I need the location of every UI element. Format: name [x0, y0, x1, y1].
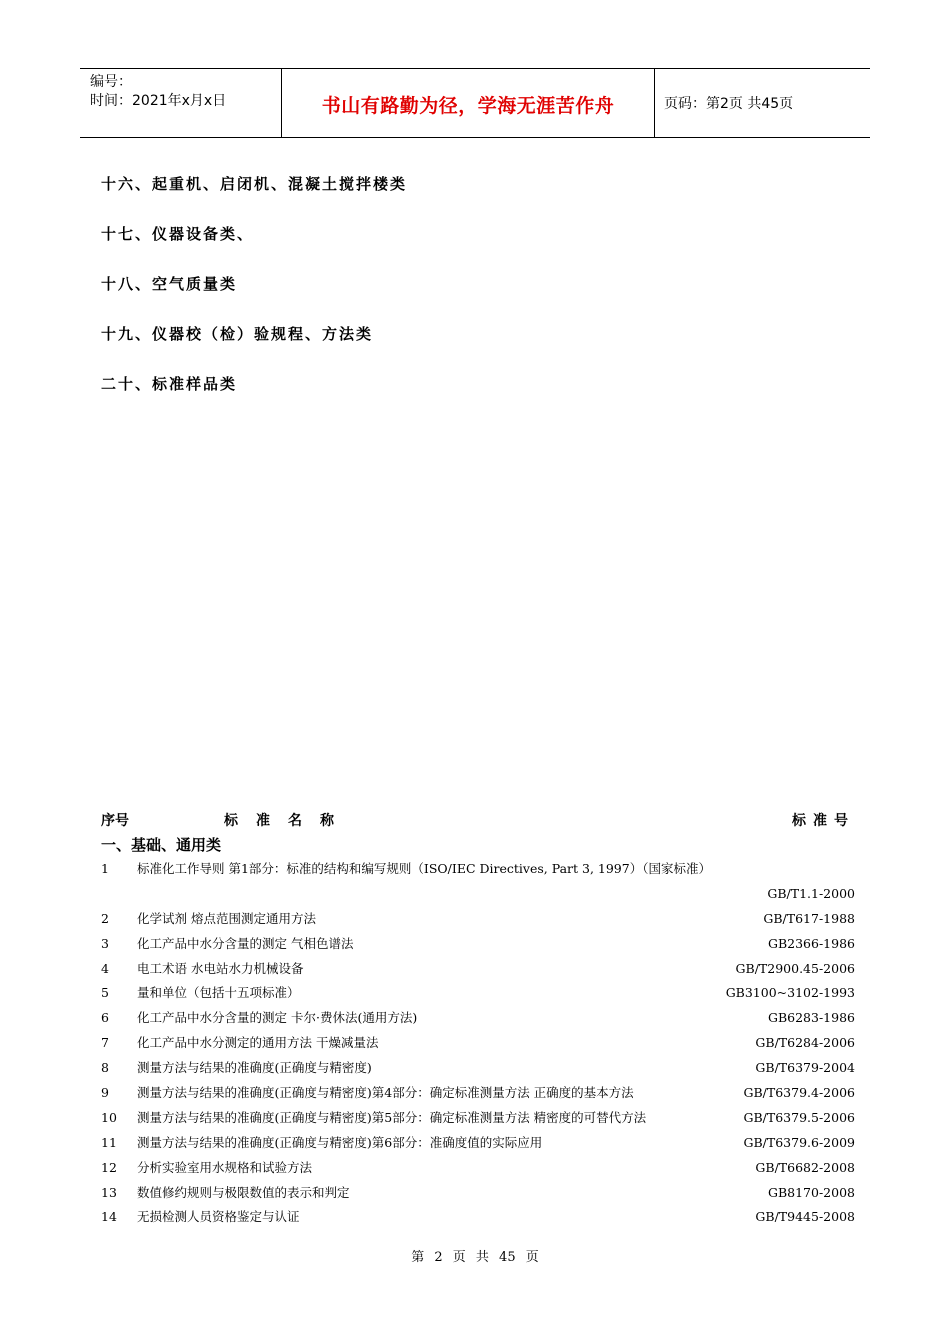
section-heading: 十六、起重机、启闭机、混凝土搅拌楼类 — [101, 175, 408, 193]
row-name: 化学试剂 熔点范围测定通用方法 — [137, 910, 316, 926]
table-row — [101, 857, 855, 907]
row-number: 5 — [101, 985, 109, 1001]
row-name: 测量方法与结果的准确度(正确度与精密度)第5部分：确定标准测量方法 精密度的可替代方法 — [137, 1109, 647, 1125]
row-number: 14 — [101, 1209, 117, 1225]
number-label: 编号： — [90, 74, 132, 90]
row-code: GB/T9445-2008 — [755, 1209, 855, 1225]
row-code: GB/T1.1-2000 — [767, 885, 855, 901]
page-footer: 第 2 页 共 45 页 — [411, 1250, 539, 1265]
document-header — [80, 68, 870, 138]
section-heading: 十七、仪器设备类、 — [101, 225, 255, 243]
row-code: GB3100~3102-1993 — [725, 985, 855, 1001]
table-row — [101, 1181, 855, 1206]
row-name: 分析实验室用水规格和试验方法 — [137, 1159, 313, 1175]
table-row — [101, 1006, 855, 1031]
row-code: GB6283-1986 — [767, 1010, 855, 1026]
table-row — [101, 907, 855, 932]
row-name: 化工产品中水分含量的测定 气相色谱法 — [137, 935, 354, 951]
row-name: 化工产品中水分含量的测定 卡尔·费休法(通用方法) — [137, 1010, 418, 1026]
row-code: GB/T2900.45-2006 — [735, 960, 855, 976]
row-number: 9 — [101, 1085, 109, 1101]
section-heading: 十八、空气质量类 — [101, 275, 238, 293]
row-code: GB/T6682-2008 — [755, 1159, 855, 1175]
row-code: GB/T6284-2006 — [755, 1035, 855, 1051]
row-name: 量和单位（包括十五项标准） — [137, 985, 300, 1001]
table-row — [101, 1156, 855, 1181]
row-name: 电工术语 水电站水力机械设备 — [137, 960, 304, 976]
row-code: GB/T6379.4-2006 — [743, 1085, 855, 1101]
row-code: GB/T6379-2004 — [755, 1060, 855, 1076]
row-number: 13 — [101, 1184, 117, 1200]
column-header-no: 序号 — [101, 813, 129, 829]
row-code: GB/T6379.6-2009 — [743, 1134, 855, 1150]
table-row — [101, 1106, 855, 1131]
table-row — [101, 1031, 855, 1056]
row-code: GB2366-1986 — [767, 935, 855, 951]
table-row — [101, 981, 855, 1006]
table-row — [101, 1081, 855, 1106]
row-number: 12 — [101, 1159, 117, 1175]
row-number: 4 — [101, 960, 109, 976]
header-meta — [80, 69, 282, 137]
header-motto: 书山有路勤为径，学海无涯苦作舟 — [282, 69, 655, 137]
row-name: 数值修约规则与极限数值的表示和判定 — [137, 1184, 350, 1200]
table-row — [101, 957, 855, 982]
row-number: 11 — [101, 1134, 117, 1150]
row-code: GB/T6379.5-2006 — [743, 1109, 855, 1125]
column-header-code: 标准号 — [792, 813, 855, 829]
row-name: 测量方法与结果的准确度(正确度与精密度)第4部分：确定标准测量方法 正确度的基本方法 — [137, 1085, 634, 1101]
row-number: 6 — [101, 1010, 109, 1026]
table-row — [101, 1205, 855, 1230]
table-row — [101, 932, 855, 957]
row-number: 1 — [101, 861, 109, 876]
table-row — [101, 1056, 855, 1081]
section-heading: 二十、标准样品类 — [101, 375, 238, 393]
row-code: GB/T617-1988 — [763, 910, 855, 926]
category-heading: 一、基础、通用类 — [101, 836, 222, 854]
row-number: 2 — [101, 910, 109, 926]
row-name: 测量方法与结果的准确度(正确度与精密度) — [137, 1060, 372, 1076]
row-number: 10 — [101, 1109, 117, 1125]
row-name: 测量方法与结果的准确度(正确度与精密度)第6部分：准确度值的实际应用 — [137, 1134, 543, 1150]
row-number: 7 — [101, 1035, 109, 1051]
row-name: 无损检测人员资格鉴定与认证 — [137, 1209, 300, 1225]
standards-table — [101, 857, 855, 1230]
column-header-name: 标准名称 — [224, 813, 352, 829]
time-label: 时间：2021年x月x日 — [90, 93, 227, 109]
section-list — [101, 173, 407, 423]
section-heading: 十九、仪器校（检）验规程、方法类 — [101, 325, 374, 343]
row-name: 标准化工作导则 第1部分：标准的结构和编写规则（ISO/IEC Directives, Part 3, 1997）（国家标准） — [137, 861, 711, 876]
row-number: 3 — [101, 935, 109, 951]
row-code: GB8170-2008 — [767, 1184, 855, 1200]
row-number: 8 — [101, 1060, 109, 1076]
header-page-label: 页码：第2页 共45页 — [664, 96, 794, 112]
row-name: 化工产品中水分测定的通用方法 干燥减量法 — [137, 1035, 379, 1051]
table-row — [101, 1131, 855, 1156]
table-header — [101, 810, 855, 830]
